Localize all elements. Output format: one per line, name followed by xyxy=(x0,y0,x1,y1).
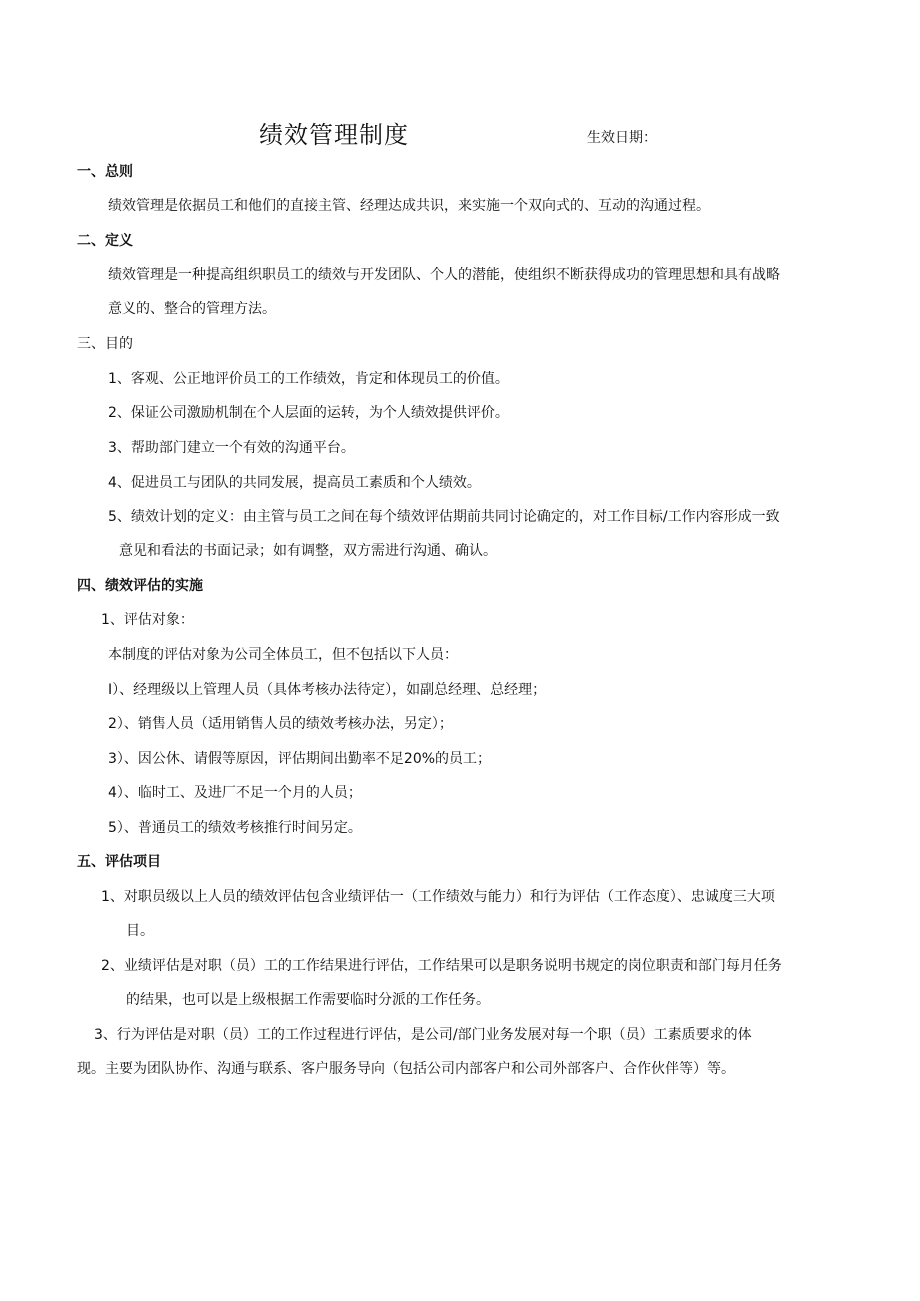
effective-date-label: 生效日期： xyxy=(587,130,657,146)
section-heading-general: 一、总则 xyxy=(77,164,133,180)
paragraph-definition-line1: 绩效管理是一种提高组织职员工的绩效与开发团队、个人的潜能，使组织不断获得成功的管理思想和具有战略 xyxy=(108,267,780,283)
paragraph-assessment-scope: 本制度的评估对象为公司全体员工，但不包括以下人员： xyxy=(108,647,458,663)
list-item-continuation: 意见和看法的书面记录；如有调整，双方需进行沟通、确认。 xyxy=(119,543,497,559)
list-item: I）、经理级以上管理人员（具体考核办法待定），如副总经理、总经理； xyxy=(108,682,547,698)
list-item: 1、对职员级以上人员的绩效评估包含业绩评估一（工作绩效与能力）和行为评估（工作态度）、忠诚度三大项 xyxy=(101,889,775,905)
section-heading-purpose: 三、目的 xyxy=(77,336,133,352)
list-item-continuation: 现。主要为团队协作、沟通与联系、客户服务导向（包括公司内部客户和公司外部客户、合作伙伴等）等。 xyxy=(77,1061,735,1077)
list-item: 3）、因公休、请假等原因，评估期间出勤率不足20%的员工； xyxy=(108,751,492,767)
sub-heading-assessment-target: 1、评估对象： xyxy=(101,612,194,628)
list-item: 2、业绩评估是对职（员）工的工作结果进行评估，工作结果可以是职务说明书规定的岗位职责和部门每月任务 xyxy=(101,958,782,974)
paragraph-definition-line2: 意义的、整合的管理方法。 xyxy=(108,301,276,317)
document-title: 绩效管理制度 xyxy=(259,121,409,149)
list-item-continuation: 的结果，也可以是上级根据工作需要临时分派的工作任务。 xyxy=(126,992,490,1008)
list-item: 4）、临时工、及进厂不足一个月的人员； xyxy=(108,785,362,801)
list-item-continuation: 目。 xyxy=(126,923,154,939)
list-item: 3、帮助部门建立一个有效的沟通平台。 xyxy=(108,440,355,456)
list-item: 1、客观、公正地评价员工的工作绩效，肯定和体现员工的价值。 xyxy=(108,371,509,387)
section-heading-definition: 二、定义 xyxy=(77,233,133,249)
list-item: 3、行为评估是对职（员）工的工作过程进行评估，是公司/部门业务发展对每一个职（员）工素质要求的体 xyxy=(94,1027,752,1043)
list-item: 2）、销售人员（适用销售人员的绩效考核办法，另定）； xyxy=(108,716,453,732)
list-item: 4、促进员工与团队的共同发展，提高员工素质和个人绩效。 xyxy=(108,475,481,491)
paragraph-general: 绩效管理是依据员工和他们的直接主管、经理达成共识，来实施一个双向式的、互动的沟通过程。 xyxy=(108,198,710,214)
section-heading-assessment-items: 五、评估项目 xyxy=(77,854,161,870)
section-heading-implementation: 四、绩效评估的实施 xyxy=(77,578,203,594)
list-item: 5）、普通员工的绩效考核推行时间另定。 xyxy=(108,820,362,836)
list-item: 5、绩效计划的定义：由主管与员工之间在每个绩效评估期前共同讨论确定的，对工作目标/工作内容形成一致 xyxy=(108,509,780,525)
list-item: 2、保证公司激励机制在个人层面的运转，为个人绩效提供评价。 xyxy=(108,405,509,421)
